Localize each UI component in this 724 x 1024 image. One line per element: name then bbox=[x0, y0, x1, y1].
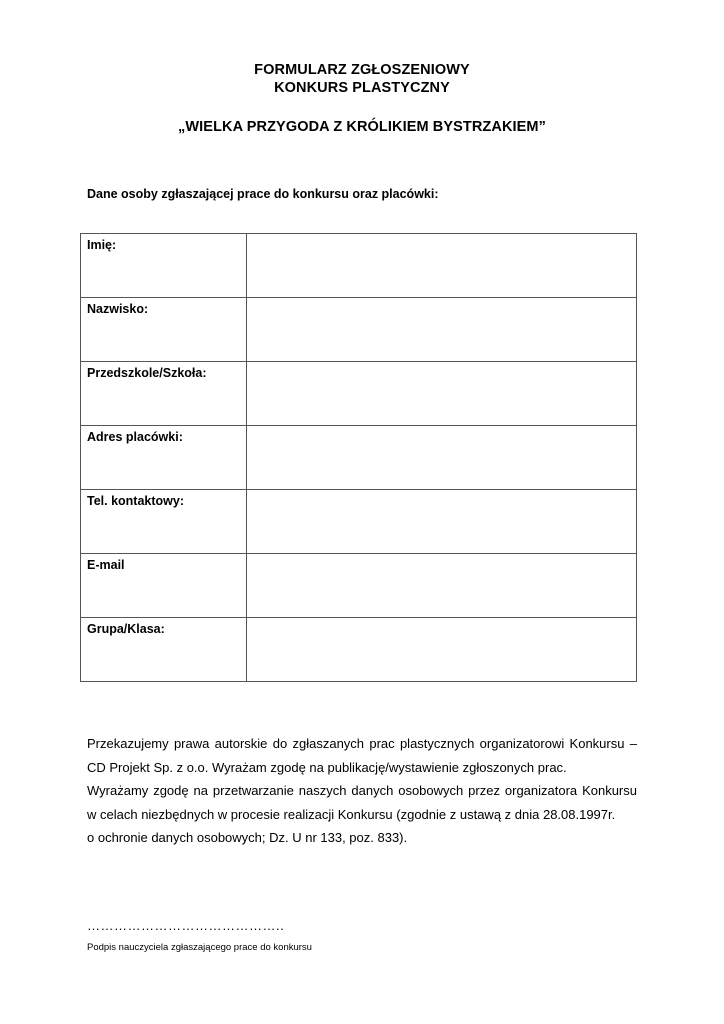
email-field[interactable] bbox=[247, 554, 637, 618]
phone-field[interactable] bbox=[247, 490, 637, 554]
address-label: Adres placówki: bbox=[81, 426, 247, 490]
section-heading: Dane osoby zgłaszającej prace do konkursu oraz placówki: bbox=[87, 187, 439, 201]
last-name-field[interactable] bbox=[247, 298, 637, 362]
first-name-field[interactable] bbox=[247, 234, 637, 298]
school-label: Przedszkole/Szkoła: bbox=[81, 362, 247, 426]
class-field[interactable] bbox=[247, 618, 637, 682]
copyright-transfer-text: Przekazujemy prawa autorskie do zgłaszanych prac plastycznych organizatorowi Konkursu – CD Projekt Sp. z o.o. Wyrażam zgodę na publikację/wystawienie zgłoszonych prac. bbox=[87, 736, 637, 775]
form-row-address bbox=[81, 426, 637, 490]
school-field[interactable] bbox=[247, 362, 637, 426]
phone-label: Tel. kontaktowy: bbox=[81, 490, 247, 554]
consent-statement bbox=[87, 732, 637, 850]
form-row-last-name bbox=[81, 298, 637, 362]
contest-type-title: KONKURS PLASTYCZNY bbox=[274, 80, 450, 96]
signature-caption: Podpis nauczyciela zgłaszającego prace do konkursu bbox=[87, 942, 312, 953]
email-label: E-mail bbox=[81, 554, 247, 618]
signature-line: …………………………………….. bbox=[87, 918, 285, 933]
form-row-phone bbox=[81, 490, 637, 554]
address-field[interactable] bbox=[247, 426, 637, 490]
data-protection-act-text: o ochronie danych osobowych; Dz. U nr 133, poz. 833). bbox=[87, 830, 408, 845]
last-name-label: Nazwisko: bbox=[81, 298, 247, 362]
contest-name-title: „WIELKA PRZYGODA Z KRÓLIKIEM BYSTRZAKIEM” bbox=[178, 119, 546, 135]
first-name-label: Imię: bbox=[81, 234, 247, 298]
class-label: Grupa/Klasa: bbox=[81, 618, 247, 682]
form-row-email bbox=[81, 554, 637, 618]
applicant-data-table bbox=[80, 233, 637, 682]
data-processing-consent-text: Wyrażamy zgodę na przetwarzanie naszych danych osobowych przez organizatora Konkursu w celach niezbędnych w procesie realizacji Konkursu (zgodnie z ustawą z dnia 28.08.1997r. bbox=[87, 783, 637, 822]
form-row-class bbox=[81, 618, 637, 682]
form-row-school bbox=[81, 362, 637, 426]
form-row-first-name bbox=[81, 234, 637, 298]
form-title: FORMULARZ ZGŁOSZENIOWY bbox=[254, 62, 470, 78]
